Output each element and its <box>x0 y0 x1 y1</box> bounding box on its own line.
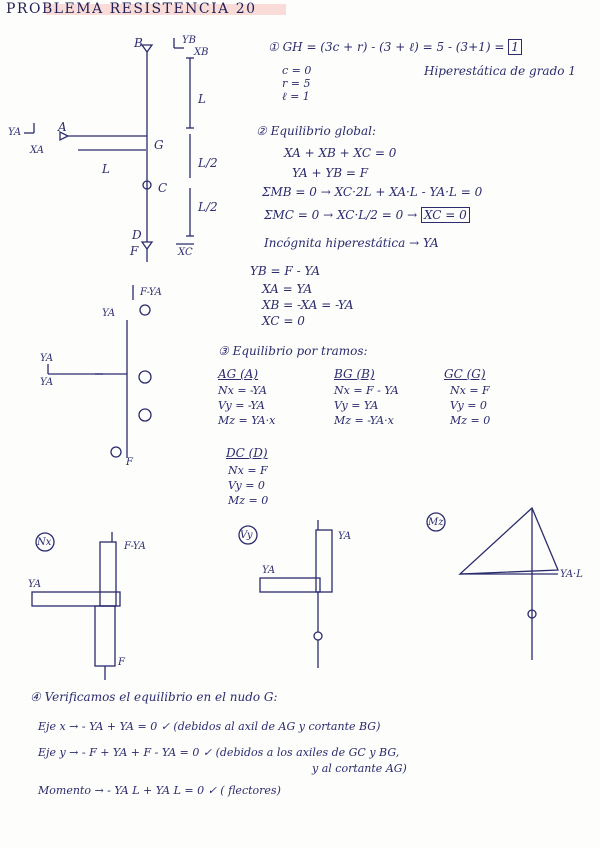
s3-header: ③ Equilibrio por tramos: <box>218 344 368 358</box>
s3-label-f: F <box>126 457 133 468</box>
bg-row-1: Nx = F - YA <box>334 384 399 397</box>
s3-label-ya: YA <box>40 353 54 364</box>
s1-brace-c: c = 0 <box>282 64 312 77</box>
s2-result-4: XC = 0 <box>262 314 305 328</box>
gc-row-1: Nx = F <box>450 384 490 397</box>
s3-label-ya-2: YA <box>40 377 54 388</box>
s4-line-moment: Momento → - YA L + YA L = 0 ✓ ( flectores) <box>38 784 281 797</box>
label-l2-top: L/2 <box>198 156 218 170</box>
s1-equation: ① GH = (3c + r) - (3 + ℓ) = 5 - (3+1) = 1 <box>268 40 522 54</box>
s2-line-2: YA + YB = F <box>292 166 369 180</box>
vy-diagram <box>239 520 332 668</box>
ag-row-2: Vy = -YA <box>218 399 265 412</box>
s1-note: Hiperestática de grado 1 <box>424 64 576 78</box>
gc-header: GC (G) <box>444 367 486 381</box>
s4-line-y-cont: y al cortante AG) <box>312 762 407 775</box>
bg-header: BG (B) <box>334 367 375 381</box>
ag-header: AG (A) <box>218 367 259 381</box>
s4-header: ④ Verificamos el equilibrio en el nudo G: <box>30 690 278 704</box>
s3-label-ya-top: YA <box>102 308 116 319</box>
s2-unknown: Incógnita hiperestática → YA <box>264 236 439 250</box>
vy-label-ya-right: YA <box>338 531 352 542</box>
page-title: PROBLEMA RESISTENCIA 20 <box>6 1 257 17</box>
label-b: B <box>134 36 143 50</box>
label-l-horiz: L <box>102 162 110 176</box>
label-c: C <box>158 181 168 195</box>
dc-row-2: Vy = 0 <box>228 479 265 492</box>
s2-line-4: ΣMC = 0 → XC·L/2 = 0 → XC = 0 <box>264 208 470 222</box>
s2-result-1: YB = F - YA <box>250 264 321 278</box>
s2-result-3: XB = -XA = -YA <box>262 298 354 312</box>
bg-row-3: Mz = -YA·x <box>334 414 394 427</box>
label-ya: YA <box>8 127 22 138</box>
tramos-sketch <box>48 285 151 458</box>
s4-line-x: Eje x → - YA + YA = 0 ✓ (debidos al axil de AG y cortante BG) <box>38 720 381 733</box>
s4-line-y: Eje y → - F + YA + F - YA = 0 ✓ (debidos a los axiles de GC y BG, <box>38 746 400 759</box>
label-yb: YB <box>182 35 196 46</box>
vy-circle-label: Vy <box>240 530 253 541</box>
nx-label-fmya: F-YA <box>124 541 146 552</box>
dc-header: DC (D) <box>226 446 268 460</box>
nx-diagram <box>32 532 120 680</box>
dc-row-3: Mz = 0 <box>228 494 269 507</box>
s2-line-3: ΣMB = 0 → XC·2L + XA·L - YA·L = 0 <box>262 185 483 199</box>
nx-label-ya: YA <box>28 579 42 590</box>
label-a: A <box>58 120 67 134</box>
s2-line-1: XA + XB + XC = 0 <box>284 146 397 160</box>
label-l2-bottom: L/2 <box>198 200 218 214</box>
gc-row-2: Vy = 0 <box>450 399 487 412</box>
label-xc: XC <box>178 247 193 258</box>
label-g: G <box>154 138 164 152</box>
s3-label-fmya: F-YA <box>140 287 162 298</box>
label-l-vert: L <box>198 92 206 106</box>
vy-label-ya-left: YA <box>262 565 276 576</box>
dc-row-1: Nx = F <box>228 464 268 477</box>
mz-label-yal: YA·L <box>560 569 583 580</box>
mz-circle-label: Mz <box>428 517 444 528</box>
gc-row-3: Mz = 0 <box>450 414 491 427</box>
mz-diagram <box>427 508 558 660</box>
s2-result-2: XA = YA <box>262 282 313 296</box>
label-xb: XB <box>194 47 209 58</box>
s1-brace-l: ℓ = 1 <box>282 90 310 103</box>
label-d: D <box>132 228 142 242</box>
nx-label-f: F <box>118 657 125 668</box>
label-xa: XA <box>30 145 44 156</box>
nx-circle-label: Nx <box>37 537 52 548</box>
frame-sketch <box>24 38 194 262</box>
s1-brace-r: r = 5 <box>282 77 311 90</box>
s2-header: ② Equilibrio global: <box>256 124 377 138</box>
bg-row-2: Vy = YA <box>334 399 379 412</box>
label-f: F <box>130 244 139 258</box>
ag-row-1: Nx = -YA <box>218 384 267 397</box>
ag-row-3: Mz = YA·x <box>218 414 276 427</box>
